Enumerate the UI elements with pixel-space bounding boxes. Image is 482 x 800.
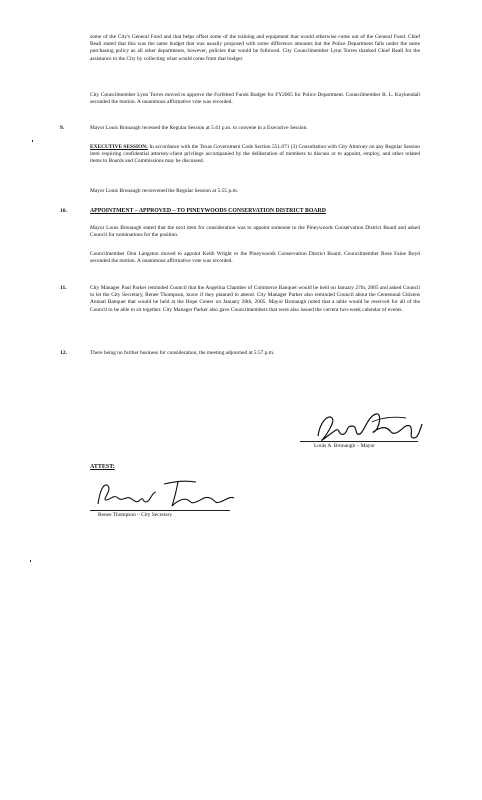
item-9-number: 9. [60, 125, 65, 131]
reconvene-paragraph: Mayor Louis Bronaugh reconvened the Regular Session at 5:55 p.m. [90, 188, 239, 194]
item-12-text: There being no further business for consideration, the meeting adjourned at 5:57 p.m. [90, 350, 275, 356]
item-10-number: 10. [60, 208, 67, 214]
budget-paragraph: some of the City's General Fund and that helps offset some of the training and equipment that would otherwise come out of the General Fund. Chief Beall stated that this was the same budget that was usually proposed with some difference amounts but the Police Department falls under the same purchasing policy as all other departments, however, policies that would be followed. City Councilmember Lynn Torres thanked Chief Beall for the assistance to the City by collecting what would come from that budget. [90, 34, 420, 62]
executive-session-body: In accordance with the Texas Government Code Section 551.071 (3) Consultation with City Attorney on any Regular Session item requiring confidential attorney-client privilege accompanied by the deliberation of members to discuss or to appoint, employ, and other related items to Boards and Commissions may be discussed. [90, 144, 420, 165]
mayor-name-title: Louis A. Bronaugh – Mayor [314, 443, 375, 449]
appointment-motion: Councilmember Don Langston moved to appoint Keith Wright to the Pineywoods Conservation District Board. Councilmember Rose Faine Boyd seconded the motion. A unanimous affirmative vote was recorded. [90, 251, 420, 265]
executive-session-title: EXECUTIVE SESSION: [90, 144, 148, 150]
item-11-text: City Manager Paul Parker reminded Council that the Angelina Chamber of Commerce Banquet would be held on January 27th, 2005 and asked Council to let the City Secretary, Renee Thompson, know if they planned to attend. City Manager Parker also reminded Council about the Centennial Citizens Annual Banquet that would be held at the Hope Center on January 28th, 2005. Mayor Bronaugh noted that a table would be reserved for all of the Council to be able to sit together. City Manager Parker also gave Councilmembers that were also issued the current two-week calendar of events. [90, 285, 420, 313]
attest-label: ATTEST: [90, 464, 115, 470]
secretary-name-title: Renee Thompson – City Secretary [98, 512, 173, 518]
secretary-signature [92, 474, 242, 512]
executive-session-paragraph [90, 144, 420, 166]
forfeited-funds-motion: City Councilmember Lynn Torres moved to approve the Forfeited Funds Budget for FY2005 for Police Department. Councilmember R. L. Kuykendall seconded the motion. A unanimous affirmative vote was recorded. [90, 92, 420, 106]
item-12-number: 12. [60, 350, 67, 356]
scan-mark [32, 140, 33, 142]
mayor-signature [310, 404, 430, 446]
item-9-text: Mayor Louis Bronaugh recessed the Regular Session at 5:41 p.m. to convene in a Executive Session. [90, 125, 308, 131]
scan-mark [30, 560, 31, 562]
appointment-intro: Mayor Louis Bronaugh stated that the next item for consideration was to appoint someone to the Pineywoods Conservation District Board and asked Council for nominations for the position. [90, 225, 420, 239]
item-10-heading: APPOINTMENT – APPROVED – TO PINEYWOODS CONSERVATION DISTRICT BOARD [90, 208, 326, 214]
item-11-number: 11. [60, 285, 67, 291]
mayor-signature-line [300, 441, 418, 442]
secretary-signature-line [90, 510, 230, 511]
